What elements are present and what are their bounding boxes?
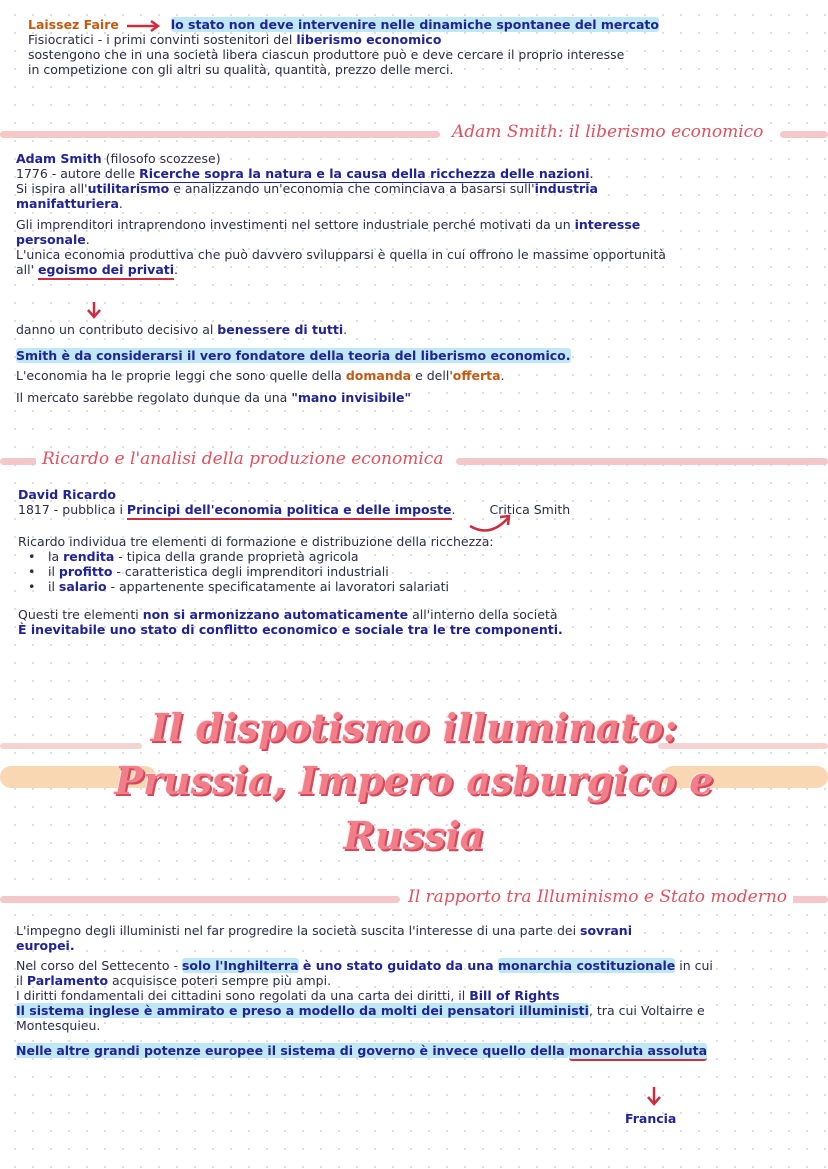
smith-heading: Adam Smith: il liberismo economico — [446, 122, 769, 142]
bullet-item: • il salario - appartenente specificatamente ai lavoratori salariati — [28, 579, 450, 594]
text-line: Nelle altre grandi potenze europee il sistema di governo è invece quello della monarchia assoluta — [16, 1043, 811, 1058]
critica-smith-label: Critica Smith — [489, 502, 571, 517]
text-line: Gli imprenditori intraprendono investimenti nel settore industriale perché motivati da un interesse — [16, 217, 641, 232]
francia-label: Francia — [625, 1111, 677, 1126]
laissez-faire-definition: lo stato non deve intervenire nelle dinamiche spontanee del mercato — [170, 17, 659, 32]
page-title-line2: Prussia, Impero asburgico e — [114, 758, 714, 803]
bullet-item: • la rendita - tipica della grande proprietà agricola — [28, 549, 359, 564]
text-line: in competizione con gli altri su qualità, quantità, prezzo delle merci. — [28, 62, 454, 77]
text-line: personale. — [16, 232, 90, 247]
text-line: L'economia ha le proprie leggi che sono quelle della domanda e dell'offerta. — [16, 368, 505, 383]
principi-title: Principi dell'economia politica e delle imposte — [127, 502, 452, 520]
text-line: Ricardo individua tre elementi di formazione e distribuzione della ricchezza: — [18, 534, 494, 549]
heading-rule-left — [0, 896, 400, 903]
text-line: all' egoismo dei privati. — [16, 262, 811, 277]
bill-of-rights: Bill of Rights — [469, 988, 559, 1006]
text-line: sostengono che in una società libera ciascun produttore può e deve cercare il proprio interesse — [28, 47, 625, 62]
illuminismo-heading: Il rapporto tra Illuminismo e Stato moderno — [402, 887, 793, 907]
laissez-faire-line — [28, 17, 823, 32]
fisiocratici-line: Fisiocratici - i primi convinti sostenitori del liberismo economico — [28, 32, 442, 47]
smith-section-2 — [16, 322, 811, 405]
text-line: Questi tre elementi non si armonizzano automaticamente all'interno della società — [18, 607, 558, 622]
text-line: Adam Smith (filosofo scozzese) — [16, 151, 221, 166]
text-line: I diritti fondamentali dei cittadini sono regolati da una carta dei diritti, il Bill of Rights — [16, 988, 811, 1003]
text-line: Si ispira all'utilitarismo e analizzando un'economia che cominciava a basarsi sull'industria — [16, 181, 598, 196]
laissez-faire-term: Laissez Faire — [28, 17, 119, 32]
monarchia-assoluta: monarchia assoluta — [569, 1043, 707, 1061]
heading-rule-right — [780, 131, 828, 138]
smith-section — [16, 151, 811, 277]
text-line: È inevitabile uno stato di conflitto economico e sociale tra le tre componenti. — [18, 622, 563, 637]
heading-rule-left — [0, 458, 38, 465]
text-line: L'impegno degli illuministi nel far progredire la società suscita l'interesse di una parte dei sovrani — [16, 923, 632, 938]
heading-rule-right — [456, 458, 828, 465]
illuminismo-section — [16, 923, 811, 1058]
text-line: L'unica economia produttiva che può davvero svilupparsi è quella in cui offrono le massime opportunità — [16, 247, 666, 262]
text-line: Montesquieu. — [16, 1018, 101, 1033]
text-line: danno un contributo decisivo al benessere di tutti. — [16, 322, 348, 337]
bullet-item: • il profitto - caratteristica degli imprenditori industriali — [28, 564, 389, 579]
text-line: manifatturiera. — [16, 196, 123, 211]
text-line: 1817 - pubblica i Principi dell'economia politica e delle imposte. Critica Smith — [18, 502, 813, 517]
text-line: Il sistema inglese è ammirato e preso a modello da molti dei pensatori illuministi, tra cui Voltairre e — [16, 1003, 705, 1018]
arrow-down-icon — [86, 302, 102, 320]
page-title-line3: Russia — [343, 813, 485, 858]
text-line: 1776 - autore delle Ricerche sopra la natura e la causa della ricchezza delle nazioni. — [16, 166, 594, 181]
arrow-down-icon — [645, 1087, 663, 1107]
smith-founder-line: Smith è da considerarsi il vero fondatore della teoria del liberismo economico. — [16, 348, 571, 363]
ricardo-section — [18, 487, 813, 637]
text-line: europei. — [16, 938, 75, 953]
page-title-line1: Il dispotismo illuminato: — [150, 705, 678, 750]
arrow-right-icon — [127, 20, 163, 32]
heading-rule-left — [0, 131, 440, 138]
text-line: il Parlamento acquisisce poteri sempre più ampi. — [16, 973, 332, 988]
heading-rule-right — [790, 896, 828, 903]
curved-arrow-icon — [468, 512, 514, 538]
laissez-faire-section — [28, 17, 823, 77]
ricardo-heading: Ricardo e l'analisi della produzione economica — [36, 449, 449, 469]
text-line: Il mercato sarebbe regolato dunque da una "mano invisibile" — [16, 390, 411, 405]
text-line: Nel corso del Settecento - solo l'Inghilterra è uno stato guidato da una monarchia costituzionale in cui — [16, 958, 713, 973]
text-line: David Ricardo — [18, 487, 116, 502]
egoismo-privati: egoismo dei privati — [38, 262, 174, 280]
